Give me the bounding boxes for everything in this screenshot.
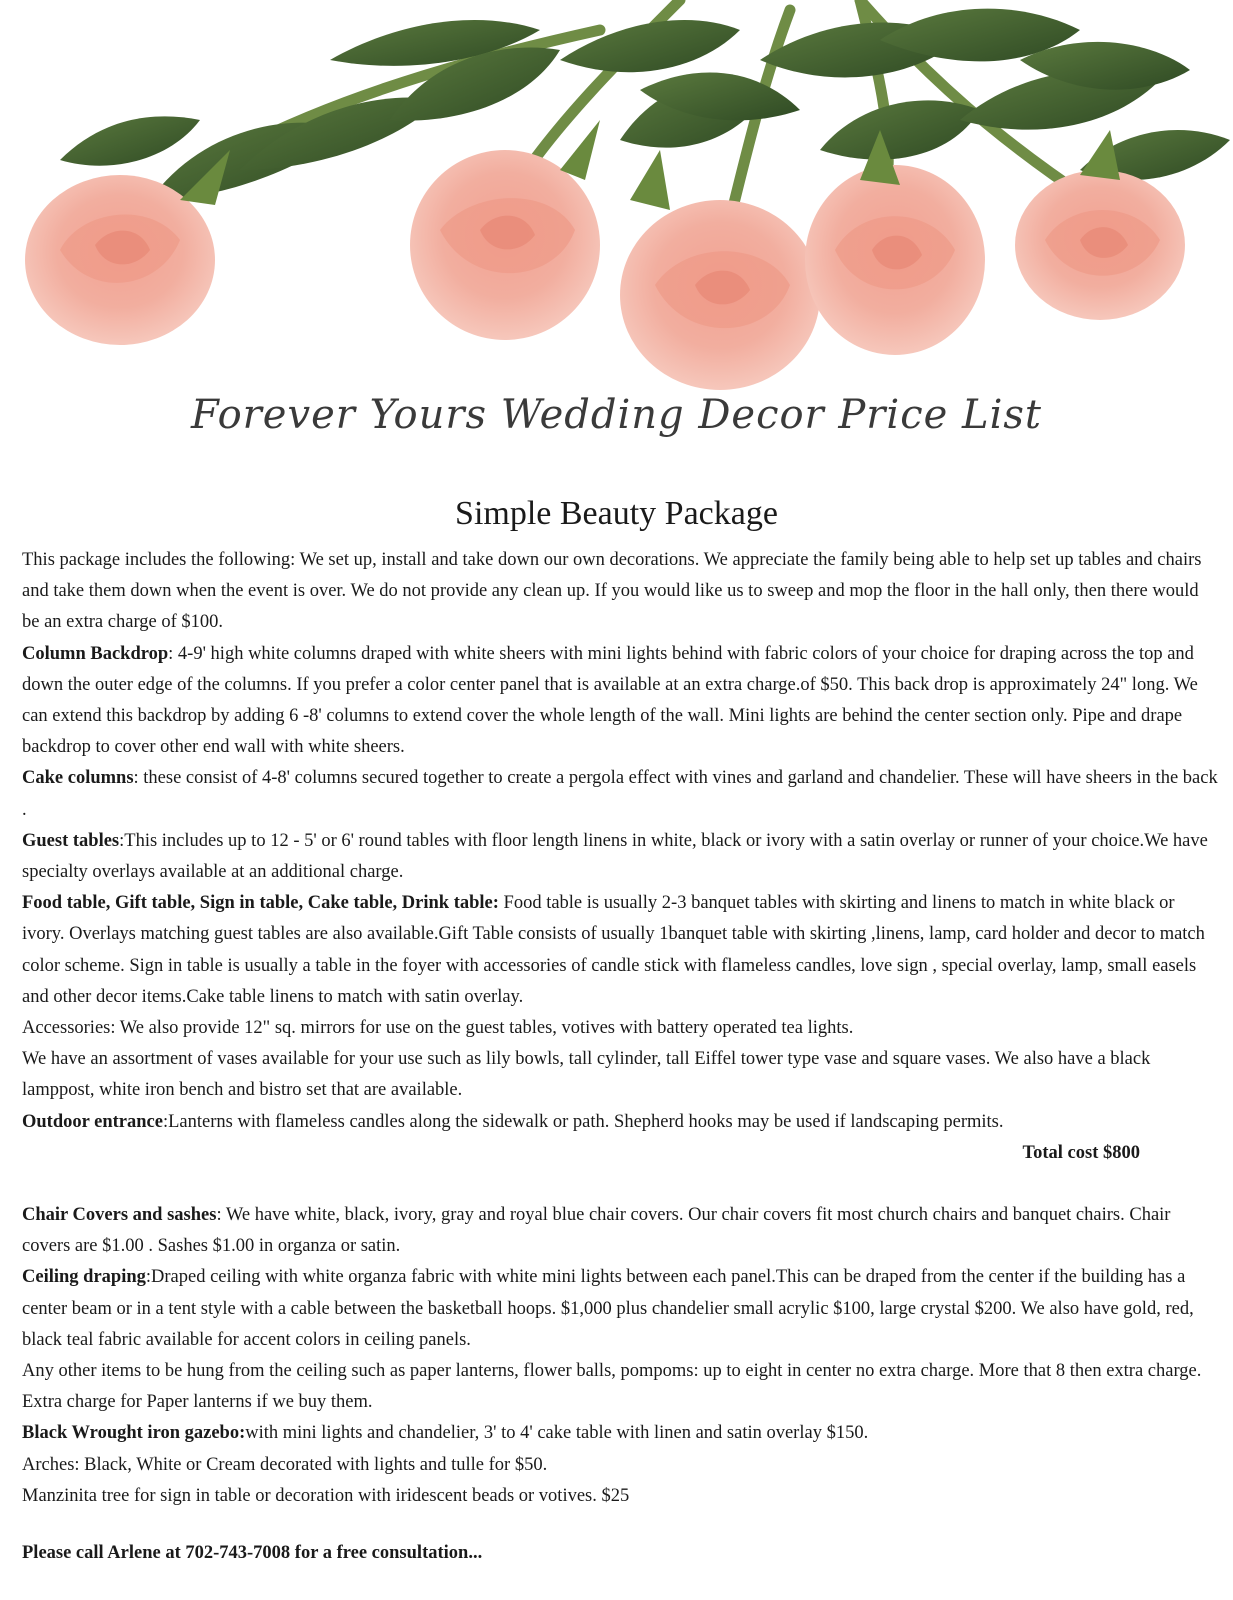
outdoor-entrance-paragraph: Outdoor entrance:Lanterns with flameless candles along the sidewalk or path. Shepherd hooks may be used if landscaping permits. xyxy=(22,1111,1004,1132)
intro-paragraph: This package includes the following: We set up, install and take down our own decorations. We appreciate the family being able to help set up tables and chairs and take them down when the event is over. We do not provide any clean up. If you would like us to sweep and mop the floor in the hall only, then there would be an extra charge of $100. xyxy=(22,550,1202,633)
chair-covers-label: Chair Covers and sashes xyxy=(22,1205,217,1226)
gazebo-paragraph: Black Wrought iron gazebo:with mini lights and chandelier, 3' to 4' cake table with linen and satin overlay $150. xyxy=(22,1423,869,1444)
arches-paragraph: Arches: Black, White or Cream decorated with lights and tulle for $50. xyxy=(22,1454,548,1475)
roses-header-image xyxy=(0,0,1233,390)
accessories-paragraph: Accessories: We also provide 12" sq. mirrors for use on the guest tables, votives with battery operated tea lights. xyxy=(22,1018,854,1039)
manzanita-paragraph: Manzinita tree for sign in table or decoration with iridescent beads or votives. $25 xyxy=(22,1485,630,1506)
ceiling-draping-label: Ceiling draping xyxy=(22,1267,146,1288)
column-backdrop-paragraph: Column Backdrop: 4-9' high white columns draped with white sheers with mini lights behind with fabric colors of your choice for draping across the top and down the outer edge of the columns. If you prefer a color center panel that is available at an extra charge.of $50. This back drop is approximately 24" long. We can extend this backdrop by adding 6 -8' columns to extend cover the whole length of the wall. Mini lights are behind the center section only. Pipe and drape backdrop to cover other end wall with white sheers. xyxy=(22,643,1198,758)
ceiling-items-paragraph: Any other items to be hung from the ceiling such as paper lanterns, flower balls, pompoms: up to eight in center no extra charge. More that 8 then extra charge. Extra charge for Paper lanterns if we buy them. xyxy=(22,1361,1202,1413)
cake-columns-label: Cake columns xyxy=(22,768,134,789)
package-title: Simple Beauty Package xyxy=(455,495,778,532)
guest-tables-paragraph: Guest tables:This includes up to 12 - 5' or 6' round tables with floor length linens in white, black or ivory with a satin overlay or runner of your choice.We have specialty overlays available at an additional charge. xyxy=(22,830,1208,883)
package-description xyxy=(22,545,1218,1569)
gazebo-label: Black Wrought iron gazebo: xyxy=(22,1423,246,1444)
price-list-title: Forever Yours Wedding Decor Price List xyxy=(191,392,1042,438)
vases-paragraph: We have an assortment of vases available for your use such as lily bowls, tall cylinder, tall Eiffel tower type vase and square vases. We also have a black lamppost, white iron bench and bistro set that are available. xyxy=(22,1049,1151,1101)
guest-tables-label: Guest tables xyxy=(22,830,120,851)
ceiling-draping-paragraph: Ceiling draping:Draped ceiling with white organza fabric with white mini lights between each panel.This can be draped from the center if the building has a center beam or in a tent style with a cable between the basketball hoops. $1,000 plus chandelier small acrylic $100, large crystal $200. We also have gold, red, black teal fabric available for accent colors in ceiling panels. xyxy=(22,1267,1194,1350)
outdoor-entrance-label: Outdoor entrance xyxy=(22,1111,163,1132)
chair-covers-paragraph: Chair Covers and sashes: We have white, black, ivory, gray and royal blue chair covers. Our chair covers fit most church chairs and banquet chairs. Chair covers are $1.00 . Sashes $1.00 in organza or satin. xyxy=(22,1205,1171,1257)
contact-line: Please call Arlene at 702-743-7008 for a free consultation... xyxy=(22,1543,483,1564)
column-backdrop-label: Column Backdrop xyxy=(22,643,169,664)
food-table-label: Food table, Gift table, Sign in table, Cake table, Drink table: xyxy=(22,893,499,914)
food-table-paragraph: Food table, Gift table, Sign in table, Cake table, Drink table: Food table is usually 2-3 banquet tables with skirting and linens to match in white black or ivory. Overlays matching guest tables are also available.Gift Table consists of usually 1banquet table with skirting ,linens, lamp, card holder and decor to match color scheme. Sign in table is usually a table in the foyer with accessories of candle stick with flameless candles, love sign , special overlay, lamp, small easels and other decor items.Cake table linens to match with satin overlay. xyxy=(22,893,1205,1007)
cake-columns-paragraph: Cake columns: these consist of 4-8' columns secured together to create a pergola effect with vines and garland and chandelier. These will have sheers in the back . xyxy=(22,768,1218,820)
total-cost: Total cost $800 xyxy=(1022,1142,1140,1163)
